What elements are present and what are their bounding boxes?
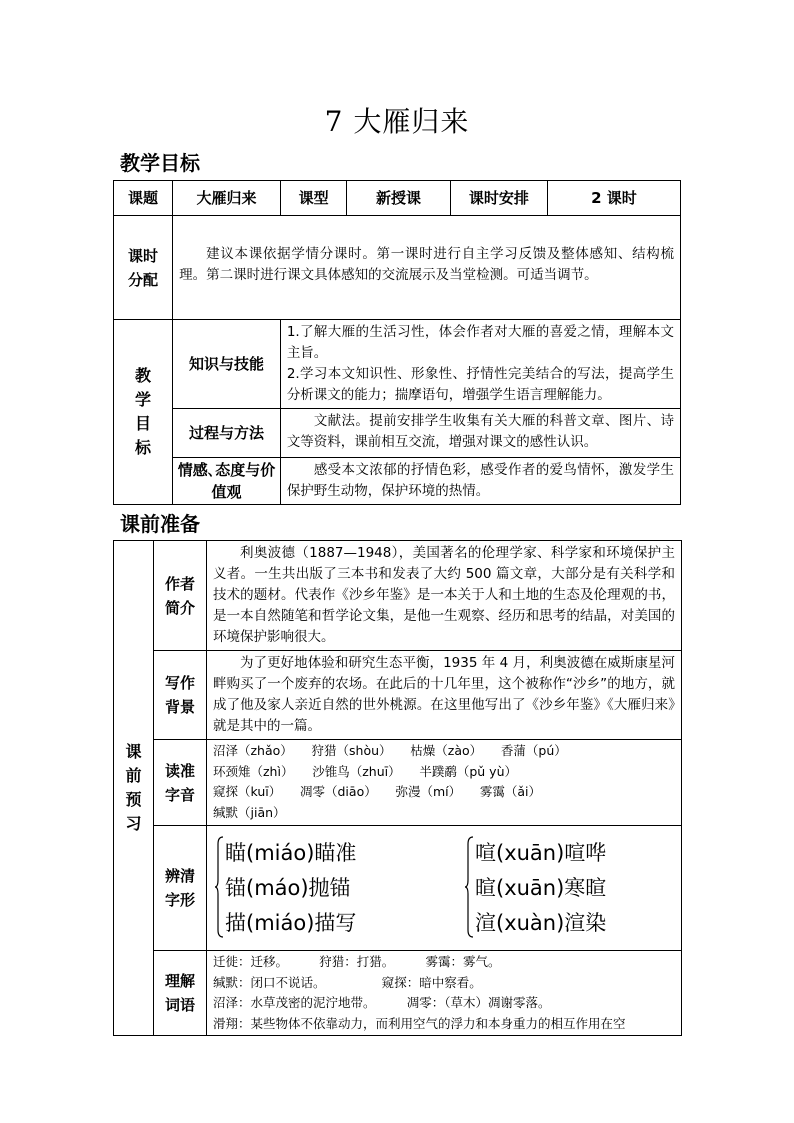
brace-left-icon [215, 836, 224, 938]
glyph-item: 暄(xuān)寒暄 [475, 876, 607, 900]
page-title: 7 大雁归来 [324, 105, 470, 138]
emotion-label: 情感､态度与价值观 [173, 458, 281, 505]
vocab-line: 沼泽：水草茂密的泥泞地带。 凋零：（草木）凋谢零落。 [213, 995, 551, 1010]
vocab-label: 理解词语 [154, 951, 207, 1036]
alloc-text: 建议本课依据学情分课时。第一课时进行自主学习反馈及整体感知、结构梳理。第二课时进行课文具体感知的交流展示及当堂检测。可适当调节。 [173, 216, 681, 320]
process-text: 文献法。提前安排学生收集有关大雁的科普文章、图片、诗文等资料，课前相互交流，增强对课文的感性认识。 [280, 409, 680, 458]
knowledge-label: 知识与技能 [173, 320, 281, 409]
pronunciation-line: 缄默（jiān） [213, 804, 286, 820]
glyph-item: 喧(xuān)喧哗 [475, 841, 607, 865]
background-text: 为了更好地体验和研究生态平衡，1935 年 4 月，利奥波德在威斯康星河畔购买了一个废弃的农场。在此后的十几年里，这个被称作“沙乡”的地方，就成了他及家人亲近自然的世外桃源。在这里他写出了《沙乡年鉴》《大雁归来》就是其中的一篇。 [207, 651, 682, 740]
section-heading-prep: 课前准备 [120, 512, 200, 536]
glyph-group-right [475, 836, 606, 941]
knowledge-item-1: 1.了解大雁的生活习性，体会作者对大雁的喜爱之情，理解本文主旨。 [286, 324, 674, 361]
vocab-line: 缄默：闭口不说话。 窥探：暗中察看。 [213, 974, 482, 990]
pronunciation-line: 环颈雉（zhì） 沙锥鸟（zhuī） 半蹼鹬（pǔ yù） [213, 763, 517, 779]
vocab-line: 滑翔：某些物体不依靠动力，而利用空气的浮力和本身重力的相互作用在空 [213, 1015, 626, 1031]
alloc-label: 课时分配 [114, 216, 173, 320]
knowledge-text [280, 320, 680, 409]
header-type-label: 课型 [280, 181, 347, 216]
pronunciation-line: 沼泽（zhǎo） 狩猎（shòu） 枯燥（zào） 香蒲（pú） [213, 743, 567, 758]
glyph-group-left [225, 836, 356, 941]
glyph-item: 锚(máo)抛锚 [225, 876, 351, 900]
glyph-panel [207, 826, 682, 951]
background-label: 写作背景 [154, 651, 207, 740]
knowledge-item-2: 2.学习本文知识性、形象性、抒情性完美结合的写法，提高学生分析课文的能力；揣摩语句，增强学生语言理解能力。 [286, 366, 674, 403]
vocab-line: 迁徙：迁移。 狩猎：打猎。 雾霭：雾气。 [213, 954, 501, 969]
brace-right-icon [465, 836, 474, 938]
goals-table [113, 180, 681, 505]
pronunciation-list [207, 740, 682, 826]
header-arrange-label: 课时安排 [450, 181, 547, 216]
author-label: 作者简介 [154, 541, 207, 651]
glyph-label: 辨清字形 [154, 826, 207, 951]
type-value: 新授课 [347, 181, 450, 216]
glyph-item: 描(miáo)描写 [225, 911, 357, 935]
goal-label: 教学目标 [114, 320, 173, 505]
preview-label: 课前预习 [114, 541, 154, 1036]
arrange-value: 2 课时 [547, 181, 680, 216]
author-text: 利奥波德（1887—1948），美国著名的伦理学家、科学家和环境保护主义者。一生共出版了三本书和发表了大约 500 篇文章，大部分是有关科学和技术的题材。代表作《沙乡年鉴》是一本关于人和土地的生态及伦理观的书，是一本自然随笔和哲学论文集，是他一生观察、经历和思考的结晶，对美国的环境保护影响很大。 [207, 541, 682, 651]
process-label: 过程与方法 [173, 409, 281, 458]
header-topic-label: 课题 [114, 181, 173, 216]
section-heading-goals: 教学目标 [120, 151, 200, 175]
glyph-item: 渲(xuàn)渲染 [475, 911, 607, 935]
topic-value: 大雁归来 [173, 181, 281, 216]
emotion-text: 感受本文浓郁的抒情色彩，感受作者的爱鸟情怀，激发学生保护野生动物，保护环境的热情。 [280, 458, 680, 505]
pronunciation-line: 窥探（kuī） 凋零（diāo） 弥漫（mí） 雾霭（ǎi） [213, 784, 541, 799]
prep-table [113, 540, 682, 1036]
vocab-list [207, 951, 682, 1036]
glyph-item: 瞄(miáo)瞄准 [225, 841, 357, 865]
pronunciation-label: 读准字音 [154, 740, 207, 826]
